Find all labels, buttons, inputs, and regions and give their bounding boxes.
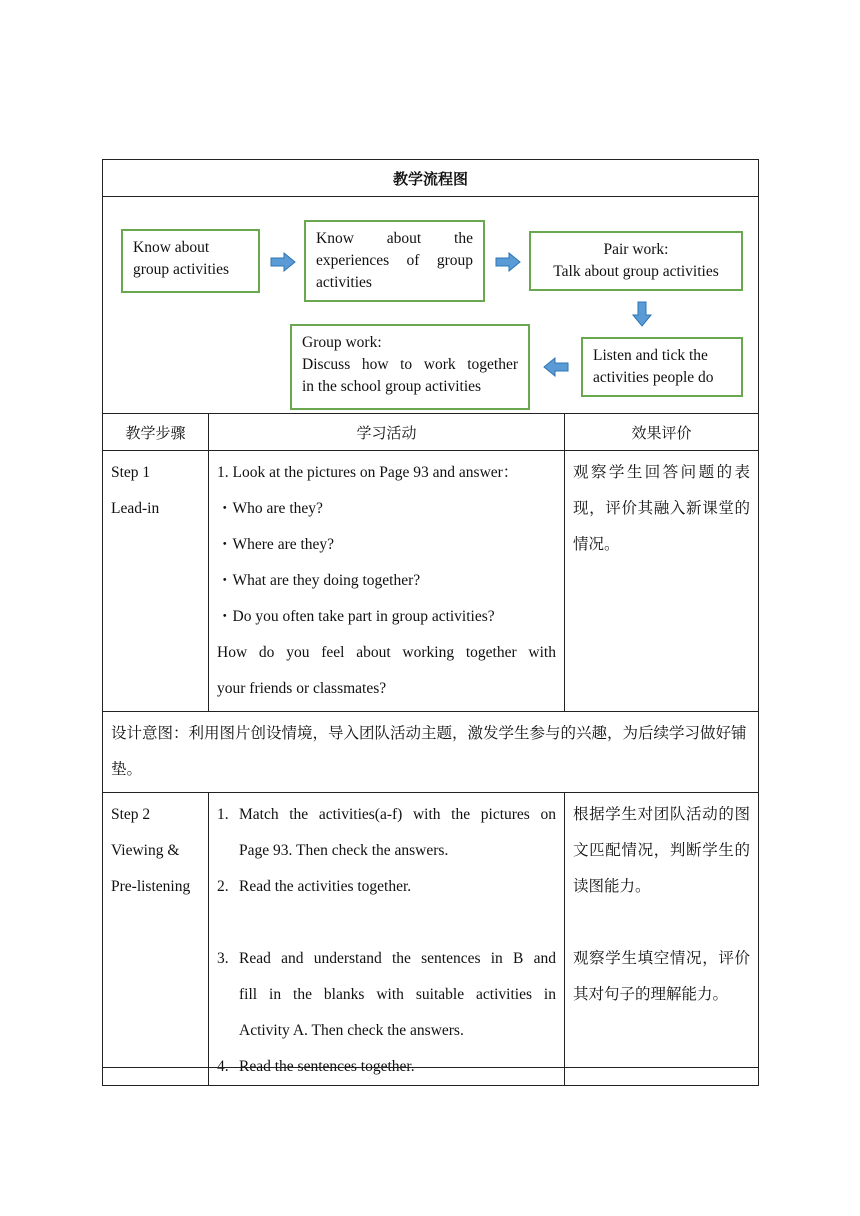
list-item: 4. Read the sentences together. bbox=[217, 1058, 415, 1075]
flow-box-pair-work: Pair work: Talk about group activities bbox=[529, 231, 743, 291]
step2-activities bbox=[209, 793, 565, 1086]
step2-evaluation-1: 根据学生对团队活动的图文匹配情况，判断学生的读图能力。 bbox=[573, 806, 751, 895]
header-evaluation: 效果评价 bbox=[565, 414, 759, 451]
step2-evaluation-2: 观察学生填空情况，评价其对句子的理解能力。 bbox=[573, 950, 751, 1003]
flow-box-listen-tick: Listen and tick the activities people do bbox=[581, 337, 743, 397]
flow-box-experiences: Know about the experiences of group activities bbox=[304, 220, 485, 302]
flowchart bbox=[103, 197, 757, 413]
flow-box-know-about: Know about group activities bbox=[121, 229, 260, 293]
list-item: ・ Who are they? bbox=[217, 491, 556, 527]
flowchart-title: 教学流程图 bbox=[103, 160, 759, 197]
list-item: ・ Where are they? bbox=[217, 527, 556, 563]
list-item: 1. Match the activities(a-f) with the pictures on Page 93. Then check the answers. bbox=[217, 806, 556, 859]
step1-evaluation: 观察学生回答问题的表现，评价其融入新课堂的情况。 bbox=[565, 451, 759, 712]
step1-closing: How do you feel about working together with bbox=[217, 644, 556, 661]
lesson-plan-table bbox=[102, 159, 759, 1086]
arrow-right-icon bbox=[495, 252, 521, 272]
list-item: ・ What are they doing together? bbox=[217, 563, 556, 599]
divider bbox=[102, 1067, 758, 1068]
list-item: 3. Read and understand the sentences in B and fill in the blanks with suitable activities in Activity A. Then check the answers. bbox=[217, 950, 556, 1039]
step2-evaluation bbox=[565, 793, 759, 1086]
list-item: ・ Do you often take part in group activities? bbox=[217, 599, 556, 635]
step2-label: Step 2 Viewing & Pre-listening bbox=[103, 793, 209, 1086]
header-activity: 学习活动 bbox=[209, 414, 565, 451]
step1-activities: 1. Look at the pictures on Page 93 and answer： ・ Who are they? ・ Where are they? ・ What are they doing together? ・ Do you often take part in group activities? How do you feel about working together with your friends or classmates? bbox=[209, 451, 565, 712]
design-intent: 设计意图：利用图片创设情境，导入团队活动主题，激发学生参与的兴趣，为后续学习做好铺垫。 bbox=[103, 712, 759, 793]
spacer bbox=[217, 905, 556, 941]
step1-label: Step 1 Lead-in bbox=[103, 451, 209, 712]
header-step: 教学步骤 bbox=[103, 414, 209, 451]
arrow-left-icon bbox=[543, 357, 569, 377]
arrow-right-icon bbox=[270, 252, 296, 272]
flow-box-group-work: Group work: Discuss how to work together in the school group activities bbox=[290, 324, 530, 410]
arrow-down-icon bbox=[632, 301, 652, 327]
list-item: 2. Read the activities together. bbox=[217, 878, 412, 895]
flowchart-cell bbox=[103, 197, 759, 414]
step1-intro: 1. Look at the pictures on Page 93 and answer： bbox=[217, 464, 519, 481]
